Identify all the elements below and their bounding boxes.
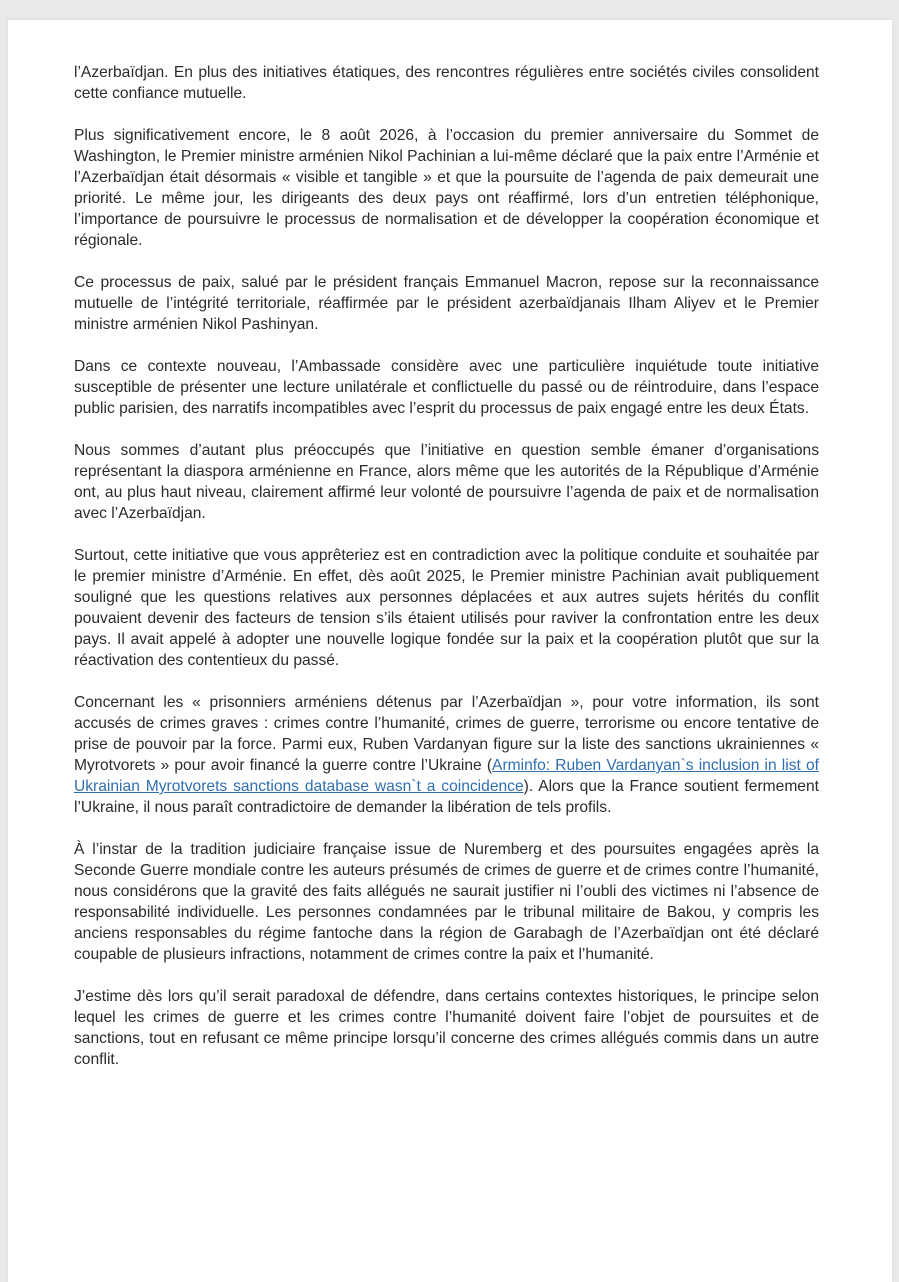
paragraph-5: Nous sommes d’autant plus préoccupés que l’initiative en question semble émaner d’organisations représentant la diaspora arménienne en France, alors même que les autorités de la République d’Arménie ont, au plus haut niveau, clairement affirmé leur volonté de poursuivre l’agenda de paix et de normalisation avec l’Azerbaïdjan.: [74, 442, 819, 522]
paragraph-8: À l’instar de la tradition judiciaire française issue de Nuremberg et des poursuites engagées après la Seconde Guerre mondiale contre les auteurs présumés de crimes de guerre et de crimes contre l’humanité, nous considérons que la gravité des faits allégués ne saurait justifier ni l’oubli des victimes ni l’absence de responsabilité individuelle. Les personnes condamnées par le tribunal militaire de Bakou, y compris les anciens responsables du régime fantoche dans la région de Garabagh de l’Azerbaïdjan ont été déclaré coupable de plusieurs infractions, notamment de crimes contre la paix et l’humanité.: [74, 841, 819, 963]
paragraph-7-text-after: ). Alors que la France soutient fermement l’Ukraine, il nous paraît contradictoire de demander la libération de tels profils.: [74, 778, 819, 816]
paragraph-6: Surtout, cette initiative que vous apprêteriez est en contradiction avec la politique conduite et souhaitée par le premier ministre d’Arménie. En effet, dès août 2025, le Premier ministre Pachinian avait publiquement souligné que les questions relatives aux personnes déplacées et aux autres sujets hérités du conflit pouvaient devenir des facteurs de tension s’ils étaient utilisés pour raviver la confrontation entre les deux pays. Il avait appelé à adopter une nouvelle logique fondée sur la paix et la coopération plutôt que sur la réactivation des contentieux du passé.: [74, 547, 819, 669]
document-page: [8, 20, 892, 1282]
paragraph-1: l’Azerbaïdjan. En plus des initiatives étatiques, des rencontres régulières entre sociétés civiles consolident cette confiance mutuelle.: [74, 64, 819, 102]
paragraph-4: Dans ce contexte nouveau, l’Ambassade considère avec une particulière inquiétude toute initiative susceptible de présenter une lecture unilatérale et conflictuelle du passé ou de réintroduire, dans l’espace public parisien, des narratifs incompatibles avec l’esprit du processus de paix engagé entre les deux États.: [74, 358, 819, 417]
paragraph-9: J’estime dès lors qu’il serait paradoxal de défendre, dans certains contextes historiques, le principe selon lequel les crimes de guerre et les crimes contre l’humanité doivent faire l’objet de poursuites et de sanctions, tout en refusant ce même principe lorsqu’il concerne des crimes allégués commis dans un autre conflit.: [74, 988, 819, 1068]
paragraph-7-text-before: Concernant les « prisonniers arméniens détenus par l’Azerbaïdjan », pour votre information, ils sont accusés de crimes graves : crimes contre l’humanité, crimes de guerre, terrorisme ou encore tentative de prise de pouvoir par la force. Parmi eux, Ruben Vardanyan figure sur la liste des sanctions ukrainiennes « Myrotvorets » pour avoir financé la guerre contre l’Ukraine (: [74, 694, 819, 774]
paragraph-2: Plus significativement encore, le 8 août 2026, à l’occasion du premier anniversaire du Sommet de Washington, le Premier ministre arménien Nikol Pachinian a lui-même déclaré que la paix entre l’Arménie et l’Azerbaïdjan était désormais « visible et tangible » et que la poursuite de l’agenda de paix demeurait une priorité. Le même jour, les dirigeants des deux pays ont réaffirmé, lors d’un entretien téléphonique, l’importance de poursuivre le processus de normalisation et de développer la coopération économique et régionale.: [74, 127, 819, 249]
document-body: [74, 62, 819, 1091]
paragraph-3: Ce processus de paix, salué par le président français Emmanuel Macron, repose sur la reconnaissance mutuelle de l’intégrité territoriale, réaffirmée par le président azerbaïdjanais Ilham Aliyev et le Premier ministre arménien Nikol Pashinyan.: [74, 274, 819, 333]
paragraph-7: [74, 692, 819, 818]
arminfo-source-link[interactable]: Arminfo: Ruben Vardanyan`s inclusion in list of Ukrainian Myrotvorets sanctions database wasn`t a coincidence: [74, 757, 819, 795]
